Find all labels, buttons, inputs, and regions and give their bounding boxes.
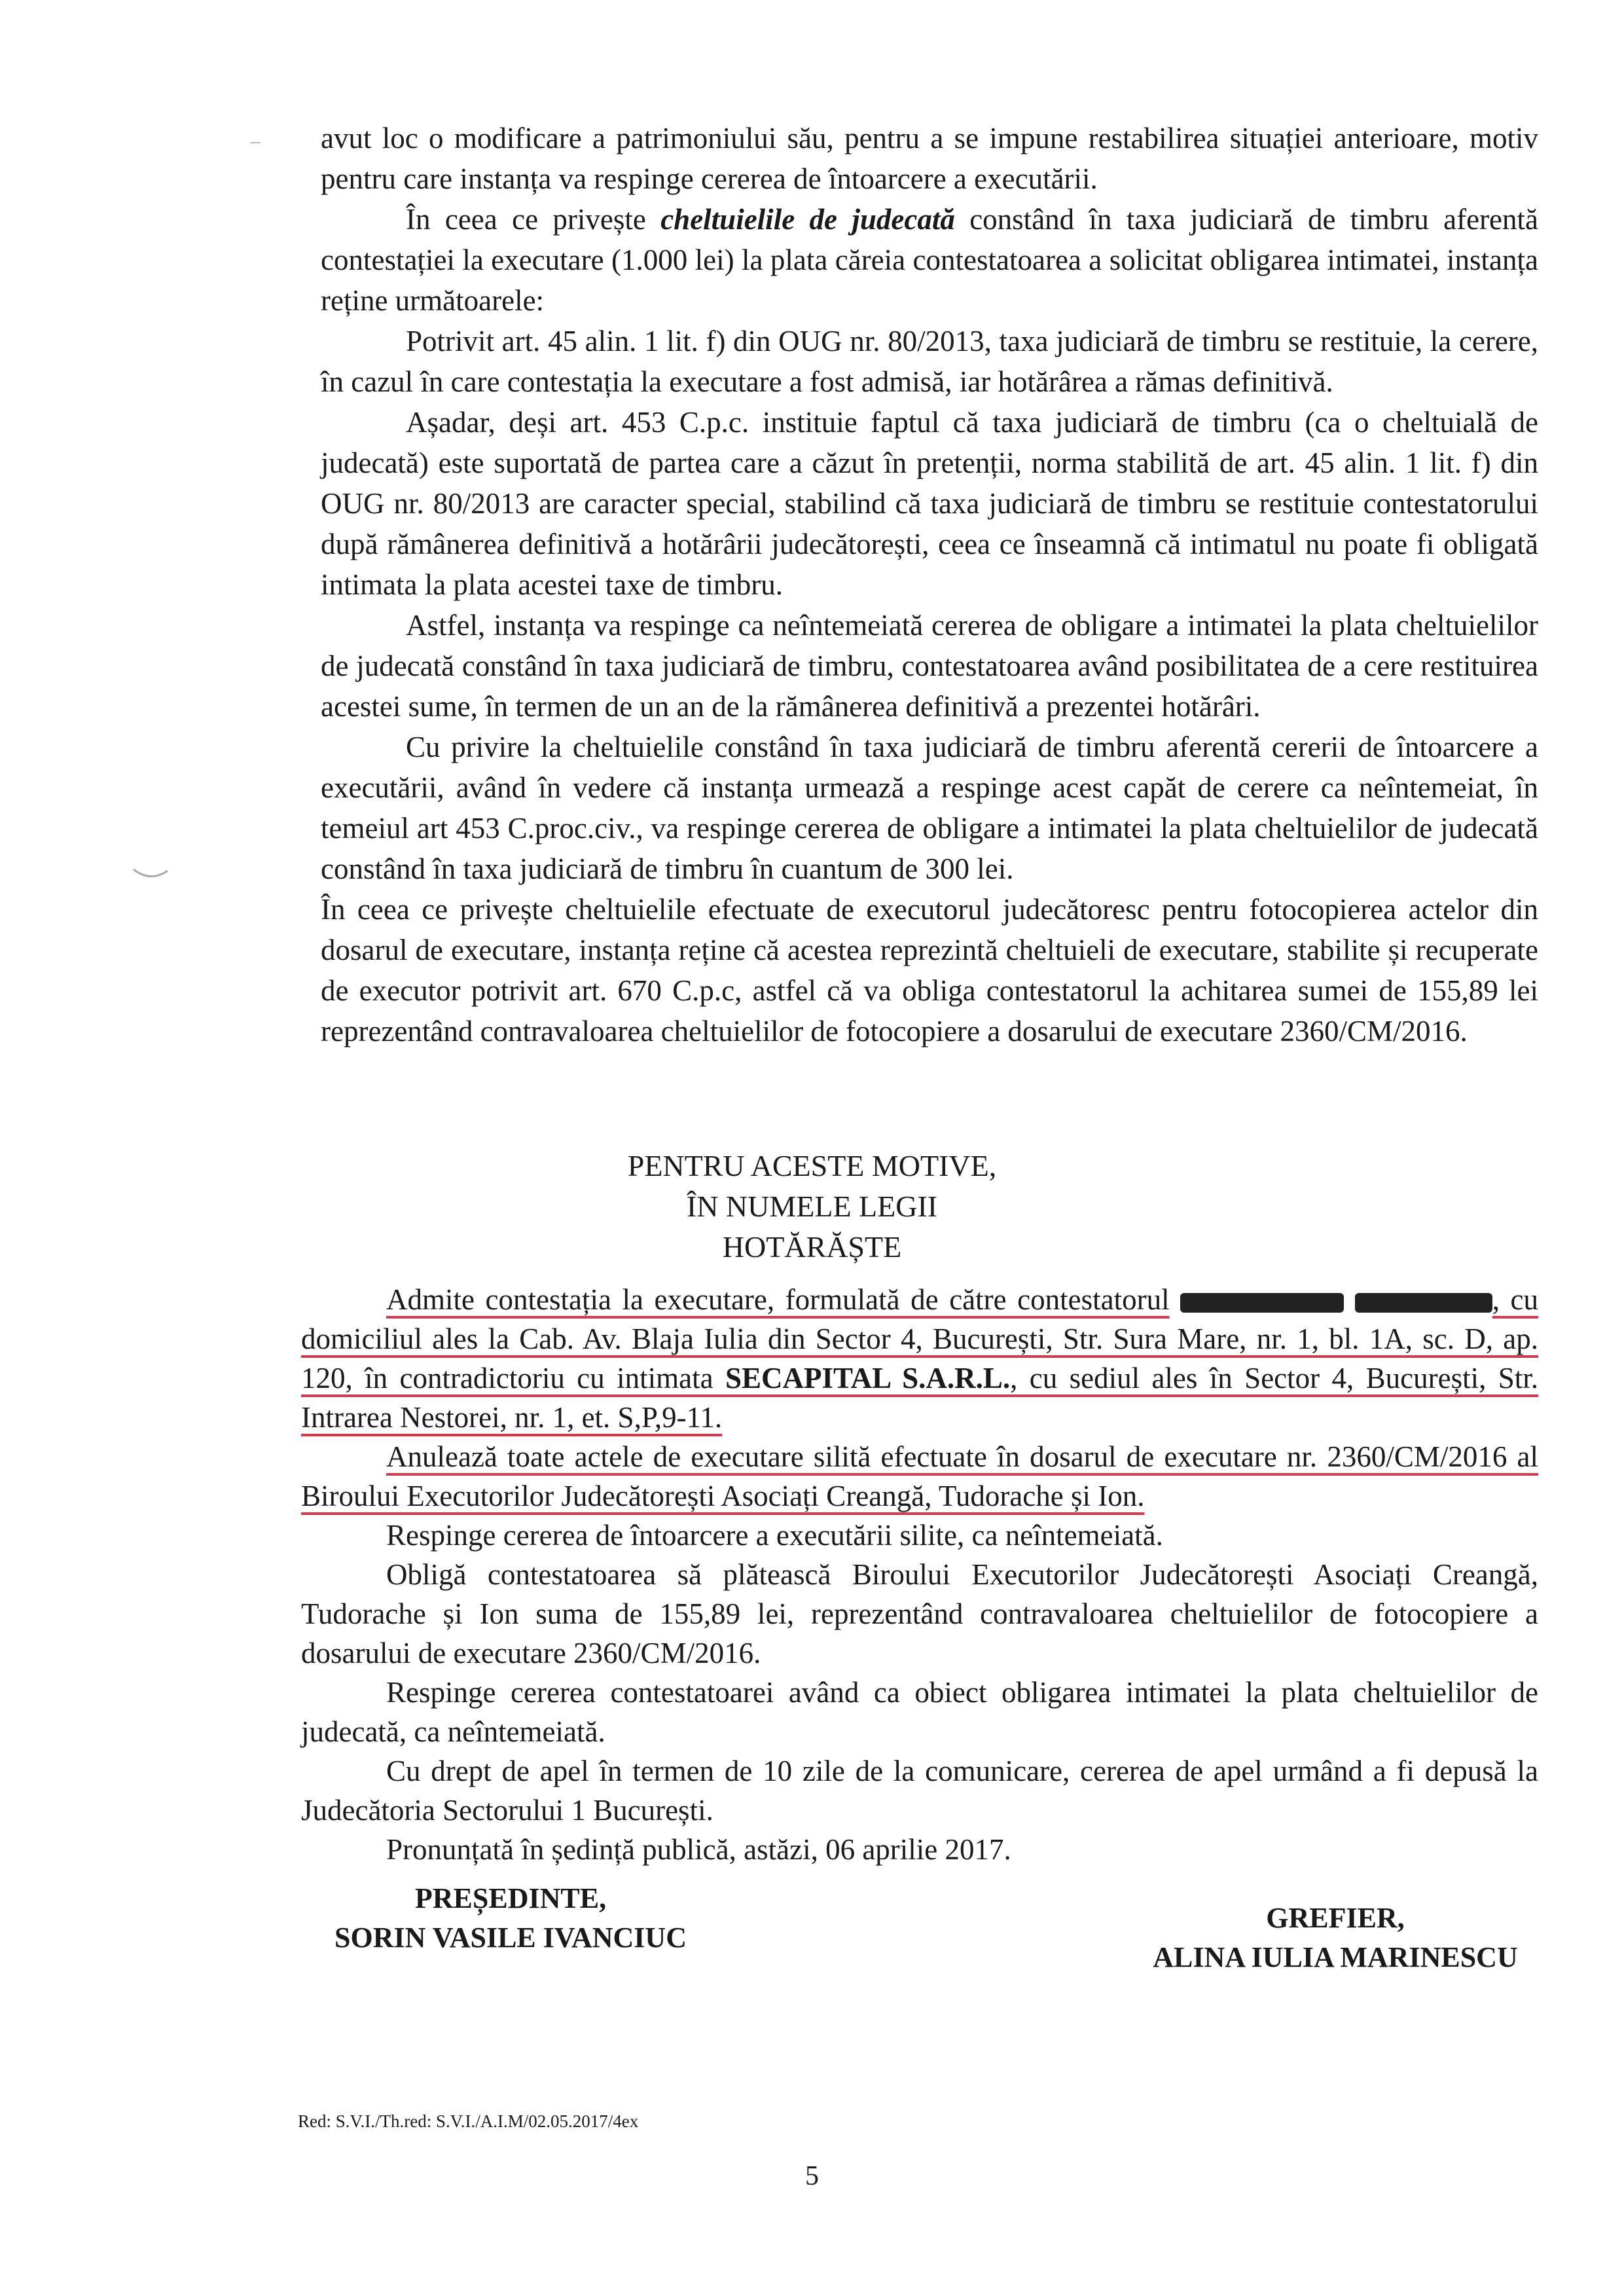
paragraph-astfel: Astfel, instanța va respinge ca neîntemeiată cererea de obligare a intimatei la plata cheltuielilor de judecată constând în taxa judiciară de timbru, contestatoarea având posibilitatea de a cere restituirea acestei sume, în termen de un an de la rămânerea definitivă a prezentei hotărâri. bbox=[321, 609, 1538, 723]
signature-title: GREFIER, bbox=[1266, 1902, 1405, 1934]
margin-mark bbox=[131, 864, 170, 884]
ruling-heading bbox=[0, 1146, 1624, 1267]
paragraph-pronuntata: Pronunțată în ședință publică, astăzi, 06 aprilie 2017. bbox=[386, 1833, 1011, 1866]
party-name: SECAPITAL S.A.R.L. bbox=[725, 1362, 1011, 1394]
heading-line: PENTRU ACESTE MOTIVE, bbox=[627, 1149, 997, 1182]
underlined-text: , cu domiciliul ales la Cab. Av. Blaja Iulia din Sector 4, București, Str. Sura Mare, nr. 1, bl. 1A, sc. D, ap. 120, în contradictoriu cu intimata bbox=[301, 1283, 1539, 1394]
underlined-text: Admite contestația la executare, formulată de către contestatorul bbox=[386, 1283, 1170, 1316]
paragraph-apel: Cu drept de apel în termen de 10 zile de la comunicare, cererea de apel urmând a fi depusă la Judecătoria Sectorului 1 București. bbox=[301, 1755, 1538, 1827]
emphasis-text: cheltuielile de judecată bbox=[660, 203, 955, 236]
heading-line: ÎN NUMELE LEGII bbox=[686, 1190, 938, 1223]
paragraph-cu-privire: Cu privire la cheltuielile constând în taxa judiciară de timbru aferentă cererii de întoarcere a executării, având în vedere că instanța urmează a respinge acest capăt de cerere ca neîntemeiat, în temeiul art 453 C.proc.civ., va respinge cererea de obligare a intimatei la plata cheltuielilor de judecată constând în taxa judiciară de timbru în cuantum de 300 lei. bbox=[321, 731, 1538, 885]
paragraph-fotocopiere: În ceea ce privește cheltuielile efectuate de executorul judecătoresc pentru fotocopierea actelor din dosarul de executare, instanța reține că acestea reprezintă cheltuieli de executare, stabilite și recuperate de executor potrivit art. 670 C.p.c, astfel că va obliga contestatorul la achitarea sumei de 155,89 lei reprezentând contravaloarea cheltuielilor de fotocopiere a dosarului de executare 2360/CM/2016. bbox=[321, 893, 1538, 1048]
paragraph-respinge-cheltuieli: Respinge cererea contestatoarei având ca obiect obligarea intimatei la plata cheltuielilor de judecată, ca neîntemeiată. bbox=[301, 1676, 1538, 1748]
text-run: constând în taxa judiciară de timbru aferentă contestației la executare (1.000 lei) la plata căreia contestatoarea a solicitat obligarea intimatei, instanța reține următoarele: bbox=[321, 203, 1538, 317]
signature-title: PREȘEDINTE, bbox=[414, 1882, 607, 1914]
paragraph-costs-intro bbox=[321, 199, 1538, 321]
margin-mark bbox=[249, 141, 262, 145]
heading-line: HOTĂRĂȘTE bbox=[722, 1230, 902, 1264]
dispositive-section bbox=[301, 1280, 1538, 1869]
paragraph-admite bbox=[301, 1280, 1538, 1437]
paragraph-anuleaza bbox=[301, 1437, 1538, 1516]
redaction-scribble bbox=[1180, 1293, 1344, 1313]
paragraph-oug: Potrivit art. 45 alin. 1 lit. f) din OUG nr. 80/2013, taxa judiciară de timbru se restituie, la cerere, în cazul în care contestația la executare a fost admisă, iar hotărârea a rămas definitivă. bbox=[321, 325, 1538, 398]
page-number: 5 bbox=[805, 2161, 819, 2191]
signature-clerk bbox=[1100, 1899, 1571, 1977]
paragraph-respinge-intoarcere: Respinge cererea de întoarcere a executării silite, ca neîntemeiată. bbox=[386, 1519, 1163, 1552]
signature-president bbox=[288, 1879, 733, 1958]
paragraph-continuation: avut loc o modificare a patrimoniului său, pentru a se impune restabilirea situației anterioare, motiv pentru care instanța va respinge cererea de întoarcere a executării. bbox=[321, 122, 1538, 195]
paragraph-asadar: Așadar, deși art. 453 C.p.c. instituie faptul că taxa judiciară de timbru (ca o cheltuială de judecată) este suportată de partea care a căzut în pretenții, norma stabilită de art. 45 alin. 1 lit. f) din OUG nr. 80/2013 are caracter special, stabilind că taxa judiciară de timbru se restituie contestatorului după rămânerea definitivă a hotărârii judecătorești, ceea ce înseamnă că intimatul nu poate fi obligată intimata la plata acestei taxe de timbru. bbox=[321, 406, 1538, 601]
underlined-text: Anulează toate actele de executare silită efectuate în dosarul de executare nr. 2360/CM/2016 al Biroului Executorilor Judecătorești Asociați Creangă, Tudorache și Ion. bbox=[301, 1440, 1538, 1512]
footer-reference: Red: S.V.I./Th.red: S.V.I./A.I.M/02.05.2017/4ex bbox=[298, 2111, 639, 2131]
paragraph-obliga: Obligă contestatoarea să plătească Biroului Executorilor Judecătorești Asociați Creangă, Tudorache și Ion suma de 155,89 lei, reprezentând contravaloarea cheltuielilor de fotocopiere a dosarului de executare 2360/CM/2016. bbox=[301, 1558, 1538, 1669]
signature-name: ALINA IULIA MARINESCU bbox=[1153, 1941, 1518, 1973]
redaction-scribble bbox=[1355, 1293, 1492, 1313]
text-run: În ceea ce privește bbox=[406, 203, 661, 236]
reasoning-section bbox=[321, 118, 1538, 1051]
underlined-text: , cu sediul ales în Sector 4, București, Str. Intrarea Nestorei, nr. 1, et. S,P,9-11. bbox=[301, 1362, 1538, 1434]
signature-name: SORIN VASILE IVANCIUC bbox=[334, 1922, 687, 1954]
